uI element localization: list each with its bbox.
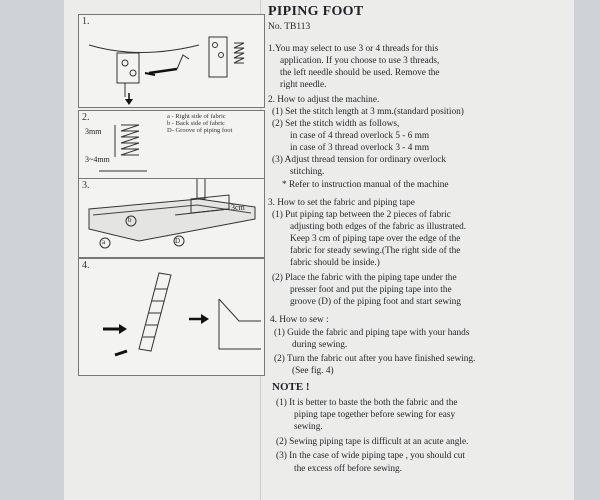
step-4-2a: (2) Turn the fabric out after you have finished sewing.: [274, 354, 476, 364]
step-1-line-a: 1.You may select to use 3 or 4 threads for this: [268, 44, 439, 54]
label-d: D: [175, 237, 181, 245]
step-3-1b: adjusting both edges of the fabric as illustrated.: [290, 222, 467, 232]
note-1a: (1) It is better to baste the both the fabric and the: [276, 398, 458, 408]
label-b: b: [128, 216, 132, 224]
step-2-2b: in case of 3 thread overlock 3 - 4 mm: [290, 143, 430, 153]
step-2-reference: * Refer to instruction manual of the machine: [282, 180, 449, 190]
step-3-1c: Keep 3 cm of piping tape over the edge of the: [290, 234, 461, 244]
note-heading: NOTE !: [272, 381, 310, 393]
turning-fabric-illustration: [79, 259, 264, 375]
note-3a: (3) In the case of wide piping tape , you should cut: [276, 451, 465, 461]
figure-3-number: 3.: [82, 180, 90, 191]
figure-3-panel: [78, 178, 265, 258]
needle-removal-illustration: [79, 15, 264, 107]
step-3-1a: (1) Put piping tap between the 2 pieces of fabric: [272, 210, 451, 220]
dimension-3mm: 3mm: [85, 127, 102, 136]
step-1-line-c: the left needle should be used. Remove the: [280, 68, 440, 78]
legend-b: b - Back side of fabric: [167, 120, 225, 127]
note-3b: the excess off before sewing.: [294, 464, 402, 474]
step-3-2a: (2) Place the fabric with the piping tape under the: [272, 273, 457, 283]
note-1c: sewing.: [294, 422, 323, 432]
figure-2-number: 2.: [82, 112, 90, 123]
dimension-3cm: 3cm: [231, 203, 245, 212]
model-number: No. TB113: [268, 22, 311, 32]
step-4-1b: during sewing.: [292, 340, 348, 350]
figure-2-panel: [78, 110, 265, 180]
step-4-heading: 4. How to sew :: [270, 315, 329, 325]
step-3-2b: presser foot and put the piping tape into the: [290, 285, 452, 295]
step-3-1e: fabric should be inside.): [290, 258, 380, 268]
figure-1-number: 1.: [82, 16, 90, 27]
page-title: PIPING FOOT: [268, 4, 364, 19]
note-1b: piping tape together before sewing for easy: [294, 410, 456, 420]
step-2-1: (1) Set the stitch length at 3 mm.(standard position): [272, 107, 464, 117]
figure-1-panel: [78, 14, 265, 108]
figure-legend: [167, 113, 232, 134]
step-4-2b: (See fig. 4): [292, 366, 334, 376]
fabric-piping-setup-illustration: [79, 179, 264, 257]
dimension-3-4mm: 3~4mm: [85, 155, 110, 164]
step-2-heading: 2. How to adjust the machine.: [268, 95, 380, 105]
step-4-1a: (1) Guide the fabric and piping tape with your hands: [274, 328, 470, 338]
step-3-heading: 3. How to set the fabric and piping tape: [268, 198, 415, 208]
legend-a: a - Right side of fabric: [167, 113, 226, 120]
note-2: (2) Sewing piping tape is difficult at an acute angle.: [276, 437, 469, 447]
step-1-line-b: application. If you choose to use 3 threads,: [280, 56, 440, 66]
step-2-3b: stitching.: [290, 167, 325, 177]
step-2-2: (2) Set the stitch width as follows,: [272, 119, 400, 129]
step-1-line-d: right needle.: [280, 80, 327, 90]
step-3-1d: fabric for steady sewing.(The right side of the: [290, 246, 461, 256]
figure-4-panel: [78, 258, 265, 376]
legend-d: D- Groove of piping foot: [167, 127, 233, 134]
step-2-2a: in case of 4 thread overlock 5 - 6 mm: [290, 131, 430, 141]
figure-4-number: 4.: [82, 260, 90, 271]
step-3-2c: groove (D) of the piping foot and start sewing: [290, 297, 461, 307]
label-a: a: [102, 238, 106, 246]
step-2-3: (3) Adjust thread tension for ordinary overlock: [272, 155, 447, 165]
